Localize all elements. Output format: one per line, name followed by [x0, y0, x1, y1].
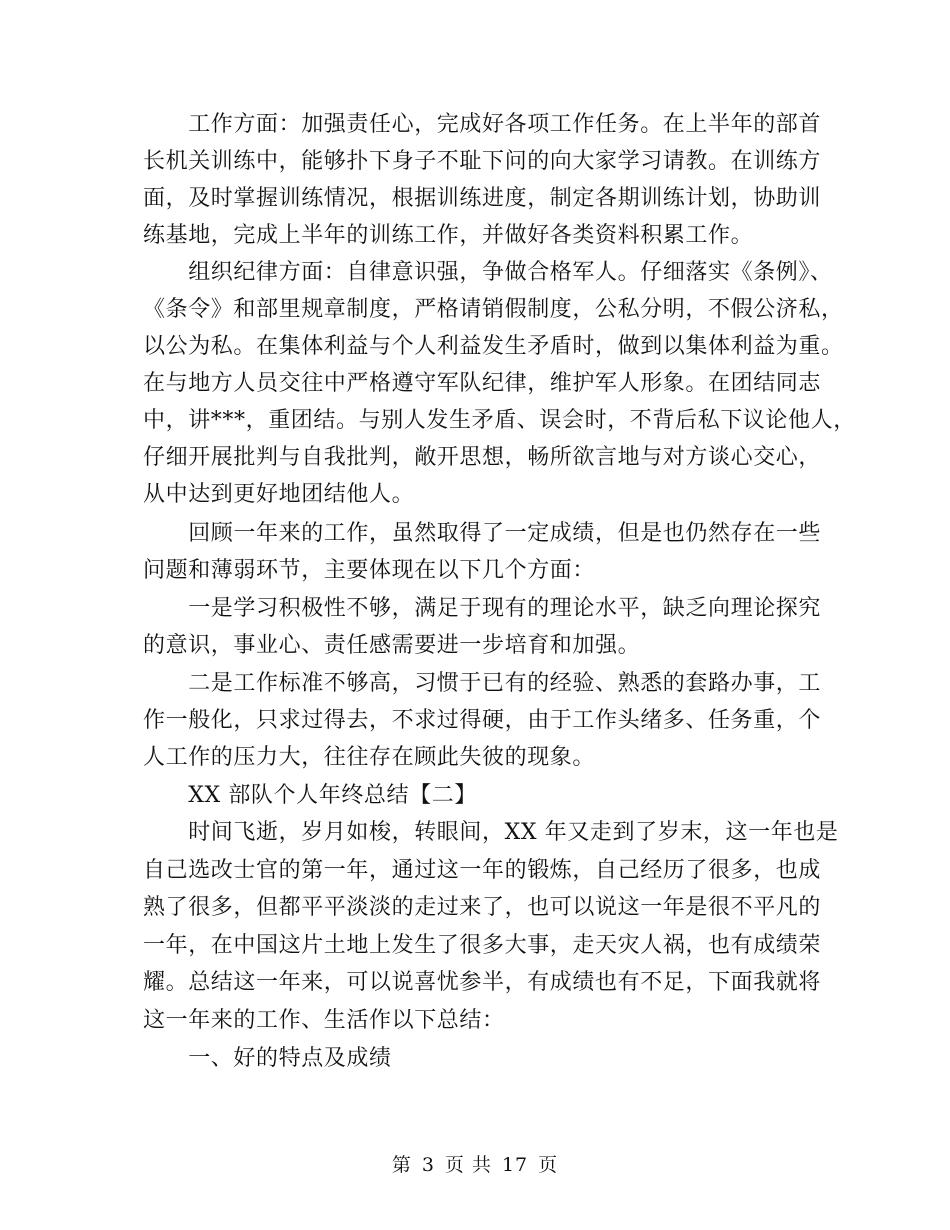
body-line: 中，讲***，重团结。与别人发生矛盾、误会时，不背后私下议论他人，	[143, 408, 856, 433]
current-page-number: 3	[421, 1154, 435, 1176]
page-label-prefix: 第	[391, 1154, 412, 1176]
page-footer	[0, 1153, 950, 1177]
section-heading: XX 部队个人年终总结【二】	[143, 783, 477, 808]
body-line: 二是工作标准不够高，习惯于已有的经验、熟悉的套路办事，工	[143, 671, 822, 696]
body-line: 自己选改士官的第一年，通过这一年的锻炼，自己经历了很多，也成	[143, 858, 822, 883]
body-line: 问题和薄弱环节，主要体现在以下几个方面：	[143, 558, 596, 583]
body-line: 一年，在中国这片土地上发生了很多大事，走天灾人祸，也有成绩荣	[143, 933, 822, 958]
body-line: 组织纪律方面：自律意识强，争做合格军人。仔细落实《条例》、	[143, 260, 833, 285]
body-line: 从中达到更好地团结他人。	[143, 482, 415, 507]
body-line: 长机关训练中，能够扑下身子不耻下问的向大家学习请教。在训练方	[143, 149, 822, 174]
body-line: 在与地方人员交往中严格遵守军队纪律，维护军人形象。在团结同志	[143, 371, 822, 396]
page-label-suffix: 页	[538, 1154, 559, 1176]
page-label-middle: 页 共	[444, 1154, 492, 1176]
body-line: 时间飞逝，岁月如梭，转眼间，XX 年又走到了岁末，这一年也是	[143, 820, 839, 845]
subsection-heading: 一、好的特点及成绩	[143, 1046, 392, 1071]
body-line: 耀。总结这一年来，可以说喜忧参半，有成绩也有不足，下面我就将	[143, 970, 822, 995]
body-line: 作一般化，只求过得去，不求过得硬，由于工作头绪多、任务重，个	[143, 708, 822, 733]
body-line: 练基地，完成上半年的训练工作，并做好各类资料积累工作。	[143, 223, 754, 248]
body-line: 《条令》和部里规章制度，严格请销假制度，公私分明，不假公济私，	[143, 297, 844, 322]
body-line: 一是学习积极性不够，满足于现有的理论水平，缺乏向理论探究	[143, 596, 822, 621]
body-line: 仔细开展批判与自我批判，敞开思想，畅所欲言地与对方谈心交心，	[143, 445, 822, 470]
body-line: 回顾一年来的工作，虽然取得了一定成绩，但是也仍然存在一些	[143, 521, 822, 546]
body-line: 人工作的压力大，往往存在顾此失彼的现象。	[143, 745, 596, 770]
body-line: 以公为私。在集体利益与个人利益发生矛盾时，做到以集体利益为重。	[143, 334, 844, 359]
body-line: 的意识，事业心、责任感需要进一步培育和加强。	[143, 633, 641, 658]
body-line: 工作方面：加强责任心，完成好各项工作任务。在上半年的部首	[143, 112, 822, 137]
total-pages-number: 17	[501, 1154, 529, 1176]
body-line: 这一年来的工作、生活作以下总结：	[143, 1008, 505, 1033]
body-line: 面，及时掌握训练情况，根据训练进度，制定各期训练计划，协助训	[143, 186, 822, 211]
body-line: 熟了很多，但都平平淡淡的走过来了，也可以说这一年是很不平凡的	[143, 895, 822, 920]
